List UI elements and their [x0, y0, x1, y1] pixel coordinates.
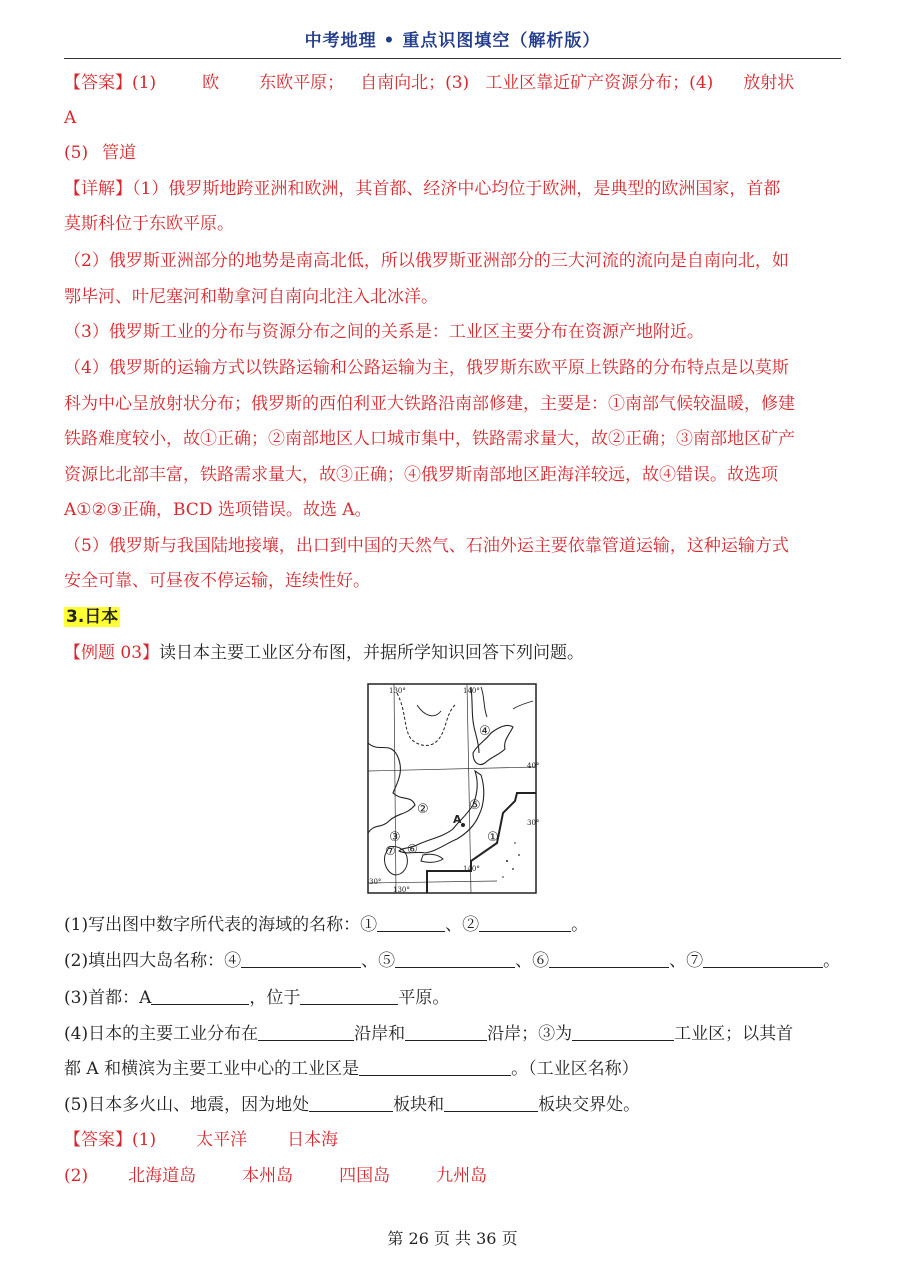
question-text: 都 A 和横滨为主要工业中心的工业区是: [64, 1059, 360, 1079]
detail-line-11: （5）俄罗斯与我国陆地接壤，出口到中国的天然气、石油外运主要依靠管道运输，这种运输方式: [64, 536, 789, 556]
answer-item: A: [64, 108, 77, 128]
japan-answer-line-1: [64, 1129, 338, 1151]
question-text: 板块和: [393, 1095, 445, 1115]
detail-line-2: 莫斯科位于东欧平原。: [64, 214, 234, 234]
detail-line-7: 科为中心呈放射状分布；俄罗斯的西伯利亚大铁路沿南部修建，主要是：①南部气候较温暖，修建: [64, 394, 795, 414]
answer-item: 管道: [102, 143, 137, 163]
question-text: (3)首都：A: [64, 988, 152, 1008]
answer-item: 自南向北；(3): [360, 73, 470, 93]
answer-item: 太平洋: [196, 1130, 248, 1150]
answer-blank[interactable]: [549, 951, 669, 968]
question-3: [64, 987, 449, 1009]
question-text: 沿岸和: [354, 1024, 406, 1044]
question-4-line-2: [64, 1058, 639, 1080]
question-text: 平原。: [398, 988, 450, 1008]
question-text: 。: [571, 915, 589, 935]
answer-blank[interactable]: [258, 1024, 354, 1041]
question-text: 、⑤: [361, 951, 396, 971]
answer-blank[interactable]: [300, 988, 398, 1005]
detail-tag: 【详解】: [64, 179, 132, 199]
detail-line-12: 安全可靠、可昼夜不停运输，连续性好。: [64, 571, 370, 591]
russia-answer-line-2: [64, 107, 76, 129]
question-4: [64, 1023, 793, 1045]
question-text: (5)日本多火山、地震，因为地处: [64, 1095, 310, 1115]
russia-answer-line-3: [64, 142, 136, 164]
answer-item: 东欧平原；: [259, 73, 345, 93]
answer-item: 放射状: [743, 73, 795, 93]
map-lat-label: 40°: [527, 762, 540, 770]
example-tag: 【例题 03】: [64, 643, 160, 663]
answer-blank[interactable]: [241, 951, 361, 968]
question-text: 、②: [445, 915, 480, 935]
map-mark-3: ③: [389, 830, 401, 845]
question-text: (1)写出图中数字所代表的海域的名称：①: [64, 915, 378, 935]
map-lon-label: 140°: [463, 865, 480, 873]
answer-tag: 【答案】: [64, 1130, 132, 1150]
answer-item: 日本海: [287, 1130, 339, 1150]
question-text: 、⑦: [669, 951, 704, 971]
detail-line-10: A①②③正确，BCD 选项错误。故选 A。: [64, 500, 372, 520]
answer-blank[interactable]: [395, 951, 515, 968]
question-text: ，位于: [249, 988, 301, 1008]
answer-blank[interactable]: [151, 988, 249, 1005]
question-text: (4)日本的主要工业分布在: [64, 1024, 259, 1044]
answer-blank[interactable]: [377, 915, 445, 932]
map-mark-1: ①: [487, 830, 499, 845]
answer-blank[interactable]: [703, 951, 823, 968]
question-text: 工业区；以其首: [674, 1024, 794, 1044]
header-title: 中考地理 • 重点识图填空（解析版）: [304, 31, 601, 51]
capital-label: A: [453, 813, 462, 826]
capital-dot: [461, 823, 465, 827]
map-lat-label: 30°: [369, 878, 382, 886]
answer-blank[interactable]: [444, 1095, 538, 1112]
map-lon-label: 140°: [463, 687, 480, 695]
answer-item: 欧: [202, 73, 220, 93]
question-1: [64, 914, 588, 936]
example-line: [64, 642, 584, 664]
detail-line-5: （3）俄罗斯工业的分布与资源分布之间的关系是：工业区主要分布在资源产地附近。: [64, 322, 704, 342]
answer-part-5: (5): [64, 143, 89, 163]
answer-part-1: (1): [132, 73, 157, 93]
question-text: 沿岸；③为: [487, 1024, 573, 1044]
page-footer: 第 26 页 共 36 页: [387, 1229, 518, 1248]
russia-answer-line-1: [64, 72, 794, 94]
detail-line-8: 铁路难度较小，故①正确；②南部地区人口城市集中，铁路需求量大，故②正确；③南部地区矿产: [64, 429, 795, 449]
answer-blank[interactable]: [309, 1095, 393, 1112]
section-heading-japan: 3.日本: [66, 607, 119, 627]
answer-blank[interactable]: [572, 1024, 674, 1041]
map-mark-7: ⑦: [385, 844, 396, 858]
question-text: 。: [823, 951, 841, 971]
answer-item: 北海道岛: [128, 1166, 197, 1186]
map-mark-6: ⑥: [407, 842, 418, 856]
map-mark-4: ④: [479, 724, 491, 739]
answer-tag: 【答案】: [64, 73, 132, 93]
answer-item: 本州岛: [242, 1166, 294, 1186]
answer-blank[interactable]: [479, 915, 571, 932]
detail-line-4: 鄂毕河、叶尼塞河和勒拿河自南向北注入北冰洋。: [64, 287, 438, 307]
answer-blank[interactable]: [359, 1059, 511, 1076]
detail-line-3: （2）俄罗斯亚洲部分的地势是南高北低，所以俄罗斯亚洲部分的三大河流的流向是自南向北，如: [64, 251, 789, 271]
question-text: 。（工业区名称）: [511, 1059, 639, 1079]
map-lon-label: 130°: [393, 886, 410, 894]
map-mark-2: ②: [417, 802, 429, 817]
question-text: 、⑥: [515, 951, 550, 971]
question-5: [64, 1094, 640, 1116]
japan-industrial-map: [367, 683, 540, 894]
detail-line-1: [64, 178, 780, 200]
answer-part-1: (1): [132, 1130, 157, 1150]
map-frame: [368, 684, 536, 893]
answer-item: 四国岛: [339, 1166, 391, 1186]
map-lat-label: 30°: [527, 819, 540, 827]
detail-line-6: （4）俄罗斯的运输方式以铁路运输和公路运输为主，俄罗斯东欧平原上铁路的分布特点是以莫斯: [64, 358, 789, 378]
detail-text: （1）俄罗斯地跨亚洲和欧洲，其首都、经济中心均位于欧洲，是典型的欧洲国家，首都: [132, 179, 781, 199]
answer-part-2: (2): [64, 1166, 89, 1186]
detail-line-9: 资源比北部丰富，铁路需求量大，故③正确；④俄罗斯南部地区距海洋较远，故④错误。故选项: [64, 465, 778, 485]
question-text: (2)填出四大岛名称：④: [64, 951, 242, 971]
question-text: 板块交界处。: [538, 1095, 641, 1115]
example-text: 读日本主要工业区分布图，并据所学知识回答下列问题。: [159, 643, 585, 663]
section-heading: [64, 606, 120, 628]
japan-answer-line-2: [64, 1165, 487, 1187]
header-divider: [64, 58, 841, 59]
answer-blank[interactable]: [405, 1024, 487, 1041]
question-2: [64, 950, 840, 972]
answer-item: 工业区靠近矿产资源分布；(4): [485, 73, 714, 93]
map-lon-label: 130°: [389, 687, 406, 695]
answer-item: 九州岛: [436, 1166, 488, 1186]
map-mark-5: ⑤: [469, 798, 481, 813]
